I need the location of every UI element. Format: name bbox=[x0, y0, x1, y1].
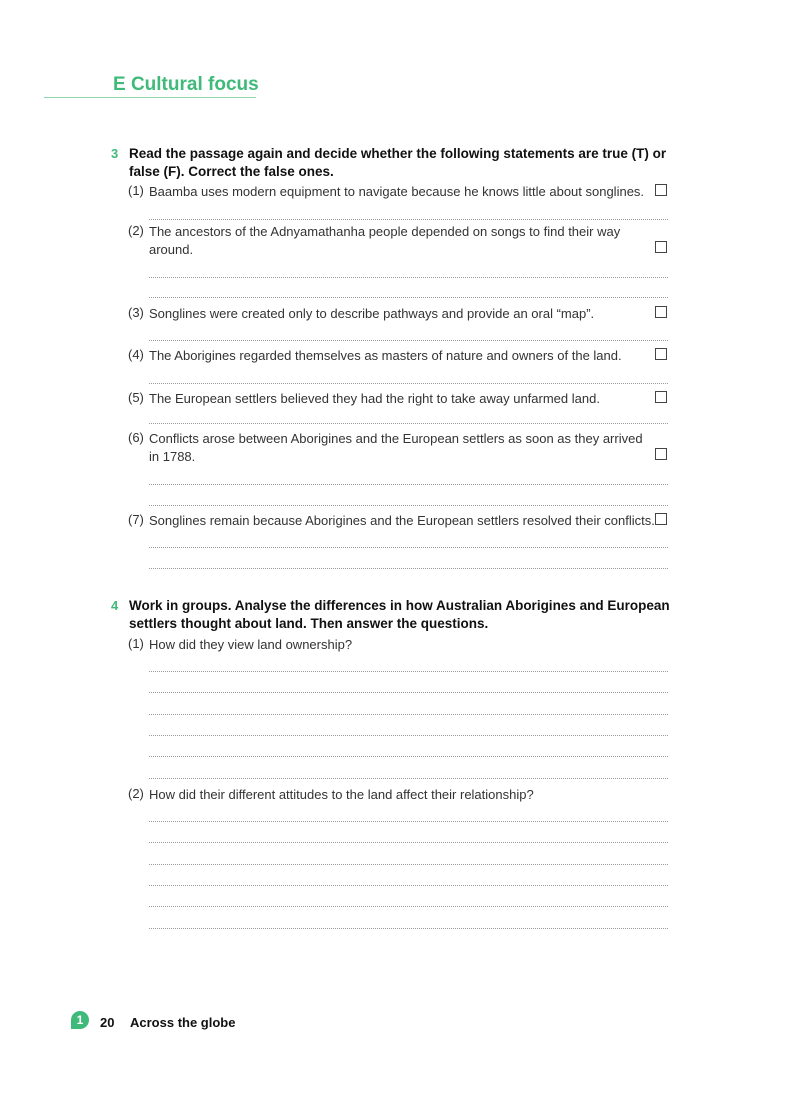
q4-item-1-answer-line-2[interactable] bbox=[149, 692, 668, 693]
q4-item-1-answer-line-4[interactable] bbox=[149, 735, 668, 736]
q3-item-4-text bbox=[149, 347, 622, 365]
section-title: E Cultural focus bbox=[113, 74, 259, 95]
q3-item-5-text bbox=[149, 390, 600, 408]
q3-item-5-answer-line[interactable] bbox=[149, 423, 668, 424]
unit-title: Across the globe bbox=[130, 1015, 236, 1030]
q3-item-6-answer-line-1[interactable] bbox=[149, 484, 668, 485]
q3-item-4-checkbox[interactable] bbox=[655, 348, 667, 360]
q3-item-3-text bbox=[149, 305, 594, 323]
question-4-instruction-line-1: Work in groups. Analyse the differences in how Australian Aborigines and European bbox=[129, 598, 670, 613]
q3-item-5-line-1: The European settlers believed they had the right to take away unfarmed land. bbox=[149, 391, 600, 406]
question-4-instruction-line-2: settlers thought about land. Then answer the questions. bbox=[129, 616, 489, 631]
q4-item-1-answer-line-5[interactable] bbox=[149, 756, 668, 757]
q3-item-7-text bbox=[149, 512, 655, 530]
q3-item-7-checkbox[interactable] bbox=[655, 513, 667, 525]
q4-item-2-answer-line-2[interactable] bbox=[149, 842, 668, 843]
q4-item-1-answer-line-6[interactable] bbox=[149, 778, 668, 779]
q4-item-2-answer-line-5[interactable] bbox=[149, 906, 668, 907]
q3-item-2-answer-line-1[interactable] bbox=[149, 277, 668, 278]
q4-item-1-text: How did they view land ownership? bbox=[149, 637, 353, 652]
q3-item-3-checkbox[interactable] bbox=[655, 306, 667, 318]
q3-item-6-line-2: in 1788. bbox=[149, 449, 196, 464]
q3-item-6-number: (6) bbox=[128, 430, 144, 445]
q3-item-1-line-1: Baamba uses modern equipment to navigate because he knows little about songlines. bbox=[149, 184, 645, 199]
question-4-instruction bbox=[129, 597, 674, 633]
q3-item-2-checkbox[interactable] bbox=[655, 241, 667, 253]
q3-item-5-number: (5) bbox=[128, 390, 144, 405]
unit-badge-icon: 1 bbox=[71, 1011, 89, 1029]
question-3-instruction bbox=[129, 145, 674, 181]
question-4-number: 4 bbox=[111, 598, 119, 613]
q4-item-2-answer-line-3[interactable] bbox=[149, 864, 668, 865]
q3-item-1-number: (1) bbox=[128, 183, 144, 198]
q3-item-2-number: (2) bbox=[128, 223, 144, 238]
q4-item-1-answer-line-3[interactable] bbox=[149, 714, 668, 715]
q4-item-1-number: (1) bbox=[128, 636, 144, 651]
q3-item-1-answer-line[interactable] bbox=[149, 219, 668, 220]
question-3-number: 3 bbox=[111, 146, 119, 161]
q3-item-6-checkbox[interactable] bbox=[655, 448, 667, 460]
question-3-instruction-line-1: Read the passage again and decide whether the following statements are true (T) or bbox=[129, 146, 667, 161]
q4-item-2-answer-line-1[interactable] bbox=[149, 821, 668, 822]
q3-item-2-text bbox=[149, 223, 620, 259]
q3-item-4-answer-line[interactable] bbox=[149, 383, 668, 384]
q3-item-6-text bbox=[149, 430, 643, 466]
q4-item-1-answer-line-1[interactable] bbox=[149, 671, 668, 672]
question-3-instruction-line-2: false (F). Correct the false ones. bbox=[129, 164, 334, 179]
q4-item-2-text: How did their different attitudes to the land affect their relationship? bbox=[149, 787, 534, 802]
q4-item-2-number: (2) bbox=[128, 786, 144, 801]
q3-item-6-answer-line-2[interactable] bbox=[149, 505, 668, 506]
q3-item-6-line-1: Conflicts arose between Aborigines and the European settlers as soon as they arrived bbox=[149, 431, 643, 446]
q3-item-1-text bbox=[149, 183, 644, 201]
q3-item-7-answer-line-1[interactable] bbox=[149, 547, 668, 548]
q3-item-3-number: (3) bbox=[128, 305, 144, 320]
q3-item-3-answer-line[interactable] bbox=[149, 340, 668, 341]
q3-item-2-line-2: around. bbox=[149, 242, 194, 257]
q3-item-7-line-1: Songlines remain because Aborigines and the European settlers resolved their conflicts. bbox=[149, 513, 655, 528]
q3-item-2-line-1: The ancestors of the Adnyamathanha people depended on songs to find their way bbox=[149, 224, 621, 239]
page-number: 20 bbox=[100, 1015, 115, 1030]
q3-item-2-answer-line-2[interactable] bbox=[149, 297, 668, 298]
section-title-rule bbox=[44, 97, 256, 98]
q3-item-4-line-1: The Aborigines regarded themselves as masters of nature and owners of the land. bbox=[149, 348, 622, 363]
q4-item-2-answer-line-6[interactable] bbox=[149, 928, 668, 929]
q3-item-4-number: (4) bbox=[128, 347, 144, 362]
q3-item-5-checkbox[interactable] bbox=[655, 391, 667, 403]
q3-item-7-answer-line-2[interactable] bbox=[149, 568, 668, 569]
q3-item-1-checkbox[interactable] bbox=[655, 184, 667, 196]
q3-item-7-number: (7) bbox=[128, 512, 144, 527]
q3-item-3-line-1: Songlines were created only to describe pathways and provide an oral “map”. bbox=[149, 306, 595, 321]
q4-item-2-answer-line-4[interactable] bbox=[149, 885, 668, 886]
